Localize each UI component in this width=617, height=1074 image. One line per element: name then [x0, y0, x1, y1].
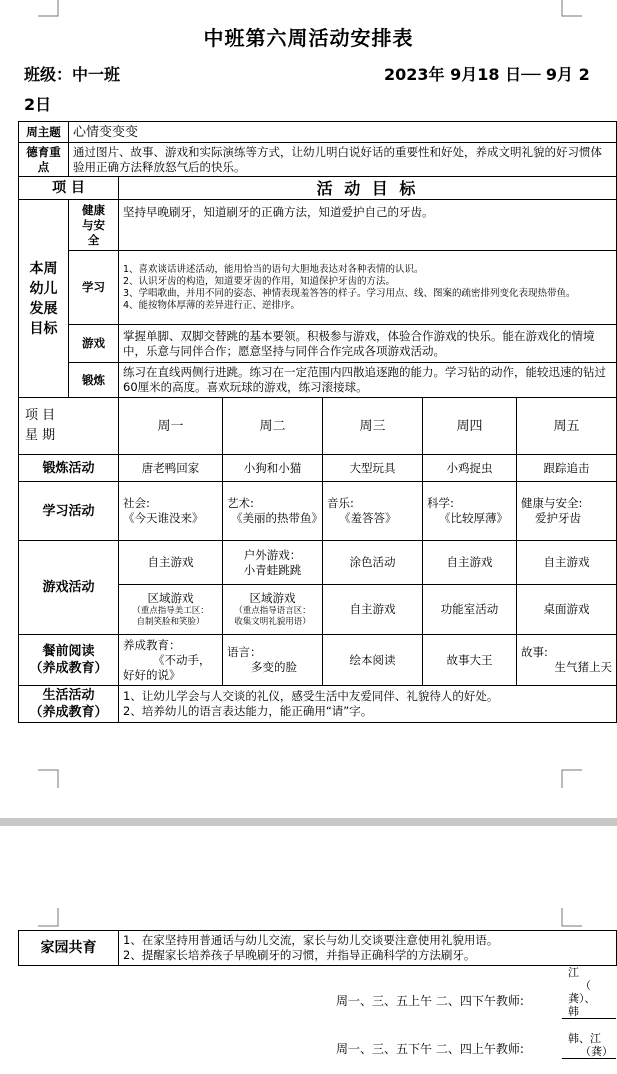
- page-title: 中班第六周活动安排表: [203, 26, 414, 50]
- week-corner: [19, 398, 119, 455]
- goal-row-health: [19, 200, 617, 251]
- teacher-row-1-label: 周一、三、五上午 二、四下午教师:: [336, 994, 524, 1008]
- exercise-wed: 大型玩具: [323, 455, 423, 482]
- theme-value: 心情变变变: [69, 122, 617, 143]
- game-mon-2: [119, 585, 223, 635]
- goal-row-game: [19, 325, 617, 363]
- game-tue-2-title: 区域游戏: [249, 591, 296, 605]
- reading-tue: [223, 635, 323, 686]
- goal-study-line-4: 4、能按物体厚薄的差异进行正、逆排序。: [123, 299, 301, 311]
- goal-area-game: 游戏: [69, 325, 119, 363]
- game-tue-2: [223, 585, 323, 635]
- study-label: 学习活动: [19, 482, 119, 541]
- exercise-tue: 小狗和小猫: [223, 455, 323, 482]
- teacher-row-1-name-c: 龚）、: [568, 992, 596, 1005]
- goal-text-game: 掌握单脚、双脚交替跳的基本要领。积极参与游戏，体验合作游戏的快乐。能在游戏化的情境中，乐意与同伴合作；愿意坚持与同伴合作完成各项游戏活动。: [119, 325, 617, 363]
- game-mon-2-title: 区域游戏: [147, 591, 194, 605]
- page-divider: [0, 818, 617, 826]
- schedule-table: [18, 121, 617, 723]
- exercise-row: [19, 455, 617, 482]
- home-line-2: 2、提醒家长培养孩子早晚刷牙的习惯，并指导正确科学的方法刷牙。: [123, 948, 476, 962]
- life-line-1: 1、让幼儿学会与人交谈的礼仪，感受生活中友爱同伴、礼貌待人的好处。: [123, 689, 499, 703]
- goal-row-exercise: [19, 363, 617, 398]
- teacher-row-1-names: [562, 966, 616, 1019]
- game-thu-1: 自主游戏: [423, 541, 517, 585]
- teacher-row-2-label: 周一、三、五下午 二、四上午教师:: [336, 1042, 524, 1056]
- study-wed-title: 《羞答答》: [339, 511, 397, 525]
- reading-mon-a: 养成教育：: [123, 637, 181, 652]
- day-fri: 周五: [517, 398, 617, 455]
- crop-mark-bottom-right: [560, 768, 582, 788]
- game-row-1: [19, 541, 617, 585]
- exercise-label: 锻炼活动: [19, 455, 119, 482]
- goal-study-line-2: 2、认识牙齿的构造，知道要牙齿的作用，知道保护牙齿的方法。: [123, 275, 396, 287]
- reading-thu: 故事大王: [423, 635, 517, 686]
- game-fri-1: 自主游戏: [517, 541, 617, 585]
- week-corner-bottom: 星 期: [25, 428, 56, 443]
- study-wed-subject: 音乐:: [327, 496, 354, 510]
- home-text: [119, 931, 617, 966]
- reading-fri-a: 故事:: [521, 645, 548, 659]
- reading-fri-b: 生气猪上天: [554, 660, 613, 674]
- game-fri-2: 桌面游戏: [517, 585, 617, 635]
- reading-row: [19, 635, 617, 686]
- teacher-row-1-name-b: （: [580, 979, 591, 992]
- game-tue-1-name: 小青蛙跳跳: [243, 562, 302, 577]
- life-text: [119, 686, 617, 723]
- crop-mark-top-right-2: [560, 908, 582, 928]
- exercise-fri: 跟踪追击: [517, 455, 617, 482]
- game-tue-2-note-b: 收集文明礼貌用语）: [234, 617, 311, 627]
- home-table: [18, 930, 617, 966]
- goal-study-line-3: 3、学唱歌曲，并用不同的姿态、神情表现羞答答的样子。学习用点、线、图案的疏密排列变化表现热带鱼。: [123, 287, 576, 299]
- exercise-mon: 唐老鸭回家: [119, 455, 223, 482]
- game-wed-1: 涂色活动: [323, 541, 423, 585]
- moral-row: [19, 143, 617, 177]
- teacher-row-2-name-b: （龚）: [580, 1045, 613, 1058]
- life-row: [19, 686, 617, 723]
- study-tue-title: 《美丽的热带鱼》: [231, 511, 323, 525]
- theme-row: [19, 122, 617, 143]
- day-tue: 周二: [223, 398, 323, 455]
- goal-area-health: 健康与安全: [69, 200, 119, 251]
- life-label-a: 生活活动: [42, 688, 95, 703]
- study-row: [19, 482, 617, 541]
- game-thu-2: 功能室活动: [423, 585, 517, 635]
- game-mon-2-note-a: （重点指导美工区：: [132, 606, 209, 616]
- study-mon-title: 《今天谁没来》: [123, 511, 204, 525]
- reading-label: [19, 635, 119, 686]
- goal-area-exercise: 锻炼: [69, 363, 119, 398]
- theme-label: 周主题: [19, 122, 69, 143]
- game-tue-1-title: 户外游戏：: [243, 547, 302, 562]
- study-fri-subject: 健康与安全:: [521, 496, 583, 510]
- reading-mon: [119, 635, 223, 686]
- goals-header-row: [19, 177, 617, 200]
- study-thu-subject: 科学:: [427, 496, 454, 510]
- study-mon: [119, 482, 223, 541]
- goal-area-study: 学习: [69, 251, 119, 325]
- study-tue-subject: 艺术:: [227, 496, 254, 510]
- game-mon-2-note-b: 自制笑脸和笑脸）: [136, 617, 205, 627]
- study-fri: [517, 482, 617, 541]
- reading-mon-b: 《不动手，: [153, 652, 211, 667]
- teacher-row-2-name-a: 韩、江: [568, 1032, 601, 1045]
- reading-label-b: （养成教育）: [29, 661, 108, 676]
- class-label: 班级：中一班: [24, 65, 121, 84]
- reading-tue-b: 多变的脸: [251, 660, 297, 674]
- life-label-b: （养成教育）: [29, 705, 108, 720]
- crop-mark-top-left: [38, 0, 60, 20]
- home-row: [19, 931, 617, 966]
- game-wed-2: 自主游戏: [323, 585, 423, 635]
- week-header-row: [19, 398, 617, 455]
- reading-label-a: 餐前阅读: [42, 644, 95, 659]
- study-thu: [423, 482, 517, 541]
- moral-label: 德育重点: [19, 143, 69, 177]
- moral-value: 通过图片、故事、游戏和实际演练等方式，让幼儿明白说好话的重要性和好处，养成文明礼貌的好习惯体验用正确方法释放怒气后的快乐。: [69, 143, 617, 177]
- game-label: 游戏活动: [19, 541, 119, 635]
- reading-mon-c: 好好的说》: [123, 667, 181, 682]
- date-range-wrap: 2日: [24, 95, 52, 114]
- week-corner-top: 项 目: [25, 408, 56, 423]
- life-line-2: 2、培养幼儿的语言表达能力，能正确用“请”字。: [123, 704, 373, 718]
- crop-mark-top-left-2: [38, 908, 60, 928]
- dev-goals-label: 本周幼儿发展目标: [19, 200, 69, 398]
- goal-study-line-1: 1、喜欢谈话讲述活动，能用恰当的语句大胆地表达对各种表情的认识。: [123, 263, 424, 275]
- reading-fri: [517, 635, 617, 686]
- game-mon-1: 自主游戏: [119, 541, 223, 585]
- goal-text-study: [119, 251, 617, 325]
- day-thu: 周四: [423, 398, 517, 455]
- goal-text-exercise: 练习在直线两侧行进跳。练习在一定范围内四散追逐跑的能力。学习钻的动作，能较迅速的钻过60厘米的高度。喜欢玩球的游戏，练习滚接球。: [119, 363, 617, 398]
- home-label: 家园共育: [19, 931, 119, 966]
- study-tue: [223, 482, 323, 541]
- crop-mark-bottom-left: [38, 768, 60, 788]
- day-mon: 周一: [119, 398, 223, 455]
- goal-row-study: [19, 251, 617, 325]
- goals-header-item: 项 目: [19, 177, 119, 200]
- study-mon-subject: 社会:: [123, 496, 150, 510]
- game-tue-1: [223, 541, 323, 585]
- goal-text-health: 坚持早晚刷牙，知道刷牙的正确方法，知道爱护自己的牙齿。: [119, 200, 617, 251]
- life-label: [19, 686, 119, 723]
- teacher-row-1-name-d: 韩: [568, 1005, 579, 1018]
- page-2: [0, 826, 617, 1074]
- reading-wed: 绘本阅读: [323, 635, 423, 686]
- home-line-1: 1、在家坚持用普通话与幼儿交流，家长与幼儿交谈要注意使用礼貌用语。: [123, 933, 499, 947]
- study-fri-title: 爱护牙齿: [535, 511, 581, 525]
- study-thu-title: 《比较厚薄》: [439, 511, 508, 525]
- goals-header-goal: 活 动 目 标: [119, 177, 617, 200]
- date-range: 2023年 9月18 日── 9月 2: [384, 65, 590, 84]
- study-wed: [323, 482, 423, 541]
- exercise-thu: 小鸡捉虫: [423, 455, 517, 482]
- reading-tue-a: 语言：: [227, 645, 262, 659]
- crop-mark-top-right: [560, 0, 582, 20]
- day-wed: 周三: [323, 398, 423, 455]
- teacher-row-2-names: [562, 1032, 616, 1059]
- teacher-row-1-name-a: 江: [568, 966, 579, 979]
- game-tue-2-note-a: （重点指导语言区：: [234, 606, 311, 616]
